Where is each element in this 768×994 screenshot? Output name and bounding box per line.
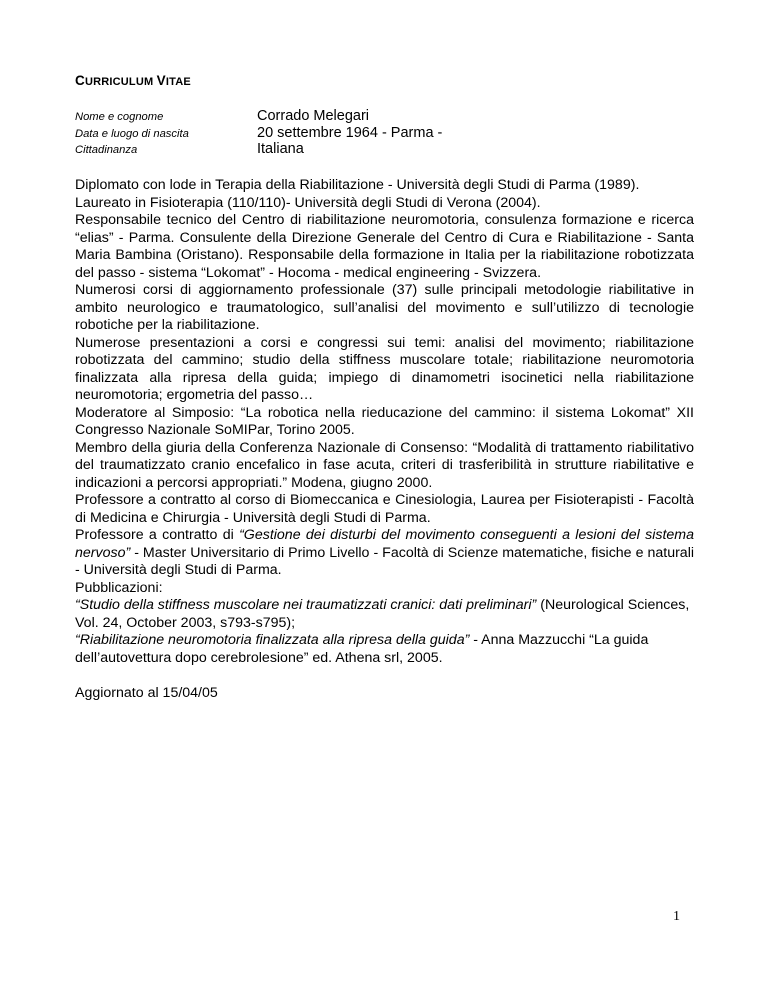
info-row-birth (75, 125, 695, 142)
paragraph-professor-biomechanics: Professore a contratto al corso di Biomeccanica e Cinesiologia, Laurea per Fisioterapisti - Facoltà di Medicina e Chirurgia - Università degli Studi di Parma. (75, 492, 694, 526)
info-row-citizenship (75, 141, 695, 158)
master-prefix: Professore a contratto di (75, 527, 240, 543)
paragraph-jury: Membro della giuria della Conferenza Nazionale di Consenso: “Modalità di trattamento riabilitativo del traumatizzato cranio encefalico in fase acuta, criteri di trasferibilità in strutture riabilitative e indicazioni a percorsi appropriati.” Modena, giugno 2000. (75, 439, 694, 491)
publication-2 (75, 632, 694, 667)
info-row-name (75, 108, 695, 125)
info-label-name: Nome e cognome (75, 111, 164, 123)
paragraph-roles: Responsabile tecnico del Centro di riabilitazione neuromotoria, consulenza formazione e ricerca “elias” - Parma. Consulente della Direzione Generale del Centro di Cura e Riabilitazione - Santa Maria Bambina (Oristano). Responsabile della formazione in Italia per la riabilitazione robotizzata del passo - sistema “Lokomat” - Hocoma - medical engineering - Svizzera. (75, 212, 694, 281)
spacer (75, 667, 694, 685)
updated-date: Aggiornato al 15/04/05 (75, 684, 218, 701)
info-value-citizenship: Italiana (257, 141, 304, 157)
title-initial-c: C (75, 73, 85, 88)
master-course-title: “Gestione dei disturbi del movimento conseguenti a lesioni del sistema nervoso” (75, 527, 694, 561)
paragraph-moderator: Moderatore al Simposio: “La robotica nella rieducazione del cammino: il sistema Lokomat” XII Congresso Nazionale SoMIPar, Torino 2005. (75, 404, 694, 438)
info-value-birth: 20 settembre 1964 - Parma - (257, 124, 443, 141)
paragraph-presentations: Numerose presentazioni a corsi e congressi sui temi: analisi del movimento; riabilitazione robotizzata del cammino; studio della stiffness muscolare totale; riabilitazione neuromotoria finalizzata alla ripresa della guida; impiego di dinamometri isocinetici nella riabilitazione neuromotoria; ergometria del passo… (75, 334, 694, 403)
publication-1-source: (Neurological Sciences, Vol. 24, October 2003, s793-s795); (75, 597, 690, 631)
info-label-birth: Data e luogo di nascita (75, 127, 189, 140)
page-number: 1 (673, 909, 680, 924)
paragraph-professor-master (75, 527, 694, 580)
publication-2-title: “Riabilitazione neuromotoria finalizzata alla ripresa della guida” (75, 632, 470, 648)
cv-body (75, 177, 694, 702)
publications-heading: Pubblicazioni: (75, 579, 163, 596)
info-label-citizenship: Cittadinanza (75, 144, 138, 156)
title-rest-curriculum: URRICULUM (84, 76, 157, 88)
personal-info (75, 108, 695, 158)
paragraph-diploma: Diplomato con lode in Terapia della Riabilitazione - Università degli Studi di Parma (1989). (75, 177, 640, 193)
document-title (75, 73, 191, 88)
master-suffix: - Master Universitario di Primo Livello - Facoltà di Scienze matematiche, fisiche e naturali - Università degli Studi di Parma. (75, 544, 694, 578)
info-value-name: Corrado Melegari (257, 108, 370, 124)
publication-2-source: - Anna Mazzucchi “La guida dell’autovettura dopo cerebrolesione” ed. Athena srl, 2005. (75, 632, 649, 666)
title-rest-vitae: ITAE (165, 76, 191, 88)
publication-1 (75, 597, 694, 632)
paragraph-courses: Numerosi corsi di aggiornamento professionale (37) sulle principali metodologie riabilitative in ambito neurologico e traumatologico, sull’analisi del movimento e sull’utilizzo di tecnologie robotiche per la riabilitazione. (75, 282, 694, 333)
publication-1-title: “Studio della stiffness muscolare nei traumatizzati cranici: dati preliminari” (75, 597, 537, 613)
title-initial-v: V (156, 73, 166, 88)
paragraph-degree: Laureato in Fisioterapia (110/110)- Università degli Studi di Verona (2004). (75, 194, 541, 211)
